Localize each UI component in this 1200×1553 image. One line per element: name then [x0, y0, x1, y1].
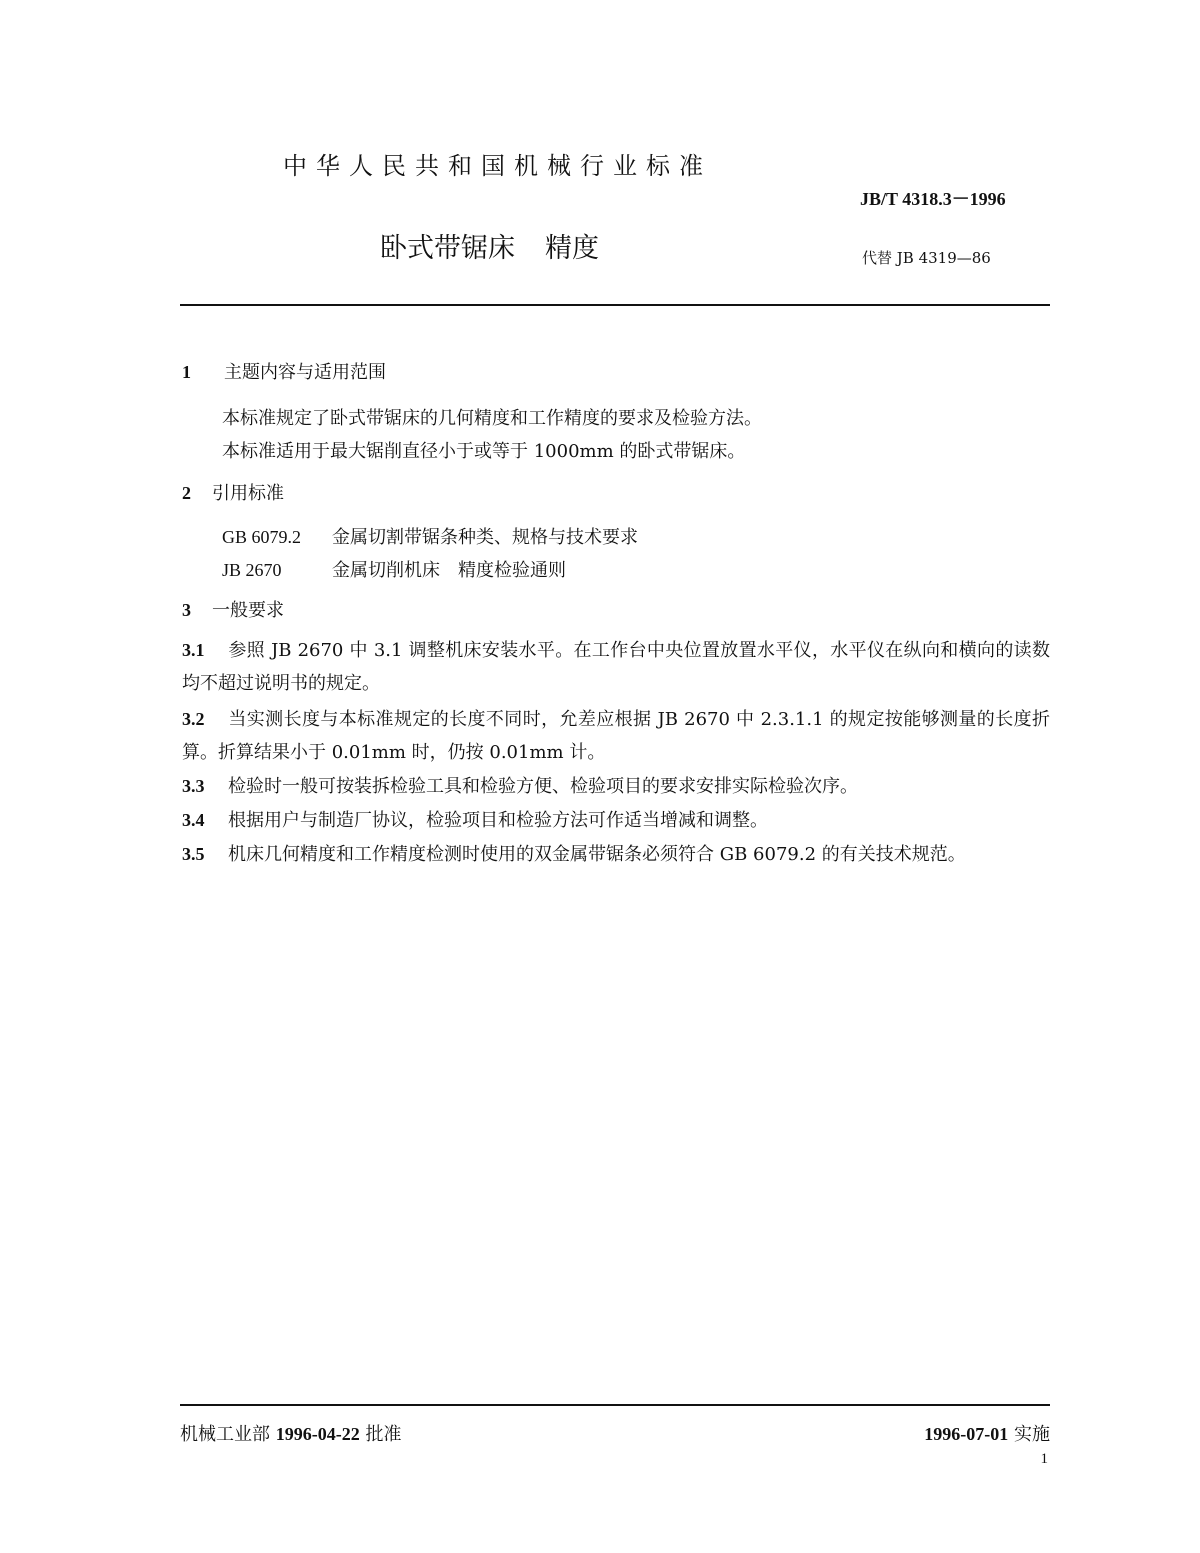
effective-info — [924, 1420, 1050, 1446]
section-2-heading — [182, 479, 284, 505]
clause-number: 3.1 — [182, 640, 205, 660]
clause-number: 3.3 — [182, 776, 205, 796]
section-title: 引用标准 — [212, 483, 284, 504]
effective-date: 1996-07-01 — [924, 1424, 1009, 1444]
clause-text: 检验时一般可按装拆检验工具和检验方便、检验项目的要求安排实际检验次序。 — [228, 776, 858, 797]
clause-number: 3.5 — [182, 844, 205, 864]
section-number: 3 — [182, 600, 191, 620]
approval-date: 1996-04-22 — [275, 1424, 360, 1444]
replaces-standard: 代替 JB 4319—86 — [862, 249, 991, 267]
reference-code: GB 6079.2 — [222, 527, 302, 547]
header-rule — [180, 304, 1050, 306]
clause-3-1 — [182, 634, 1050, 700]
reference-code: JB 2670 — [222, 560, 282, 580]
section-1-paragraph-1: 本标准规定了卧式带锯床的几何精度和工作精度的要求及检验方法。 — [222, 408, 762, 429]
clause-text: 根据用户与制造厂协议，检验项目和检验方法可作适当增减和调整。 — [228, 810, 768, 831]
section-3-heading — [182, 596, 284, 622]
section-1-paragraph-2: 本标准适用于最大锯削直径小于或等于 1000mm 的卧式带锯床。 — [222, 441, 746, 462]
section-1-heading — [182, 358, 386, 384]
section-title: 一般要求 — [212, 600, 284, 621]
clause-3-2 — [182, 703, 1050, 769]
clause-number: 3.4 — [182, 810, 205, 830]
title-part-1: 卧式带锯床 — [380, 233, 515, 264]
section-number: 2 — [182, 483, 191, 503]
effective-label: 实施 — [1014, 1424, 1050, 1445]
section-number: 1 — [182, 362, 191, 382]
reference-item — [222, 523, 638, 549]
clause-text: 当实测长度与本标准规定的长度不同时，允差应根据 JB 2670 中 2.3.1.1 的规定按能够测量的长度折算。折算结果小于 0.01mm 时，仍按 0.01mm 计。 — [182, 709, 1050, 763]
reference-item — [222, 556, 566, 582]
clause-text: 参照 JB 2670 中 3.1 调整机床安装水平。在工作台中央位置放置水平仪，水平仪在纵向和横向的读数均不超过说明书的规定。 — [182, 640, 1050, 694]
footer-rule — [180, 1404, 1050, 1406]
clause-3-3 — [182, 772, 858, 798]
reference-title: 金属切削机床 精度检验通则 — [332, 560, 566, 581]
clause-3-4 — [182, 806, 768, 832]
approval-label: 批准 — [365, 1424, 402, 1445]
clause-text: 机床几何精度和工作精度检测时使用的双金属带锯条必须符合 GB 6079.2 的有关技术规范。 — [228, 844, 966, 865]
issuing-organization: 中华人民共和国机械行业标准 — [283, 152, 712, 180]
approver: 机械工业部 — [180, 1424, 270, 1445]
page-number: 1 — [1040, 1451, 1048, 1467]
standard-number: JB/T 4318.3－1996 — [860, 189, 1006, 209]
section-title: 主题内容与适用范围 — [224, 362, 386, 383]
clause-3-5 — [182, 840, 966, 866]
reference-title: 金属切割带锯条种类、规格与技术要求 — [332, 527, 638, 548]
clause-number: 3.2 — [182, 709, 205, 729]
document-title — [380, 226, 599, 265]
title-part-2: 精度 — [545, 233, 599, 264]
approval-info — [180, 1420, 401, 1446]
